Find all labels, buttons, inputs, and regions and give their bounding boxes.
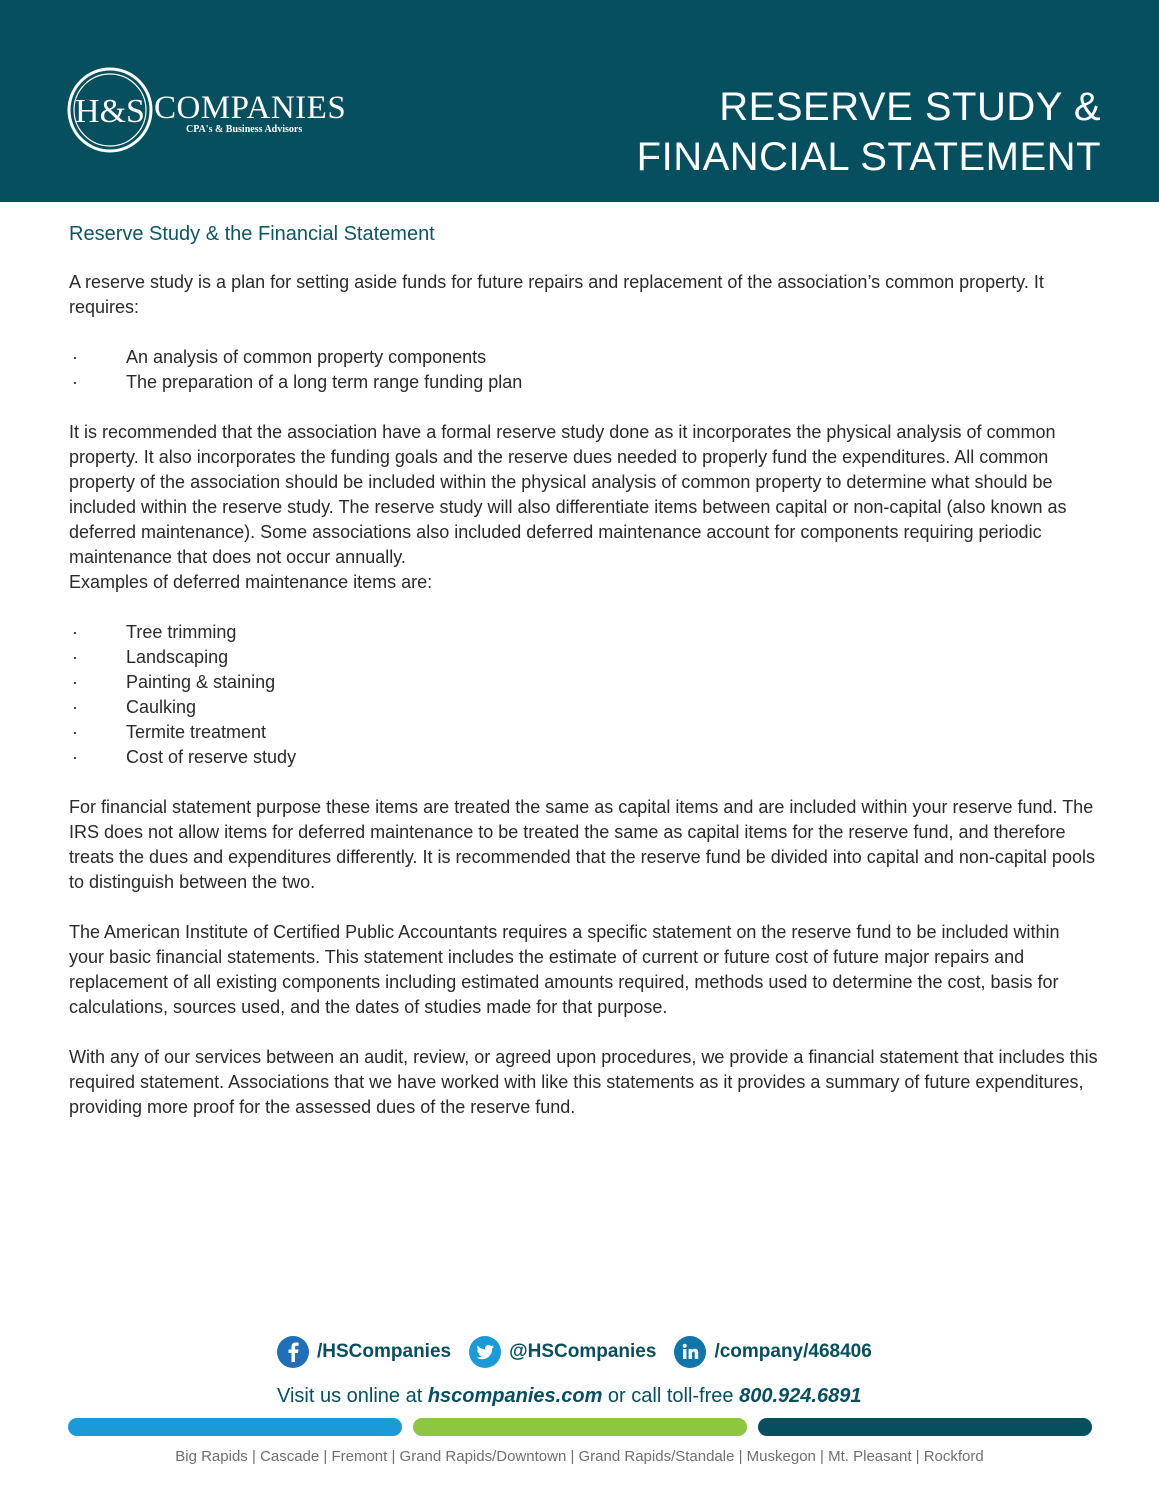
list-item: · Termite treatment [69, 720, 1099, 745]
bullet-icon: · [72, 372, 78, 392]
bullet-icon: · [72, 672, 78, 692]
list-item: · An analysis of common property components [69, 345, 1099, 370]
company-logo [66, 66, 366, 158]
visit-middle: or call toll-free [607, 1385, 734, 1407]
list-item: · Cost of reserve study [69, 745, 1099, 770]
services-paragraph: With any of our services between an audit, review, or agreed upon procedures, we provide a financial statement that includes this required statement. Associations that we have worked with like this statements as it provides a summary of future expenditures, providing more proof for the assessed dues of the reserve fund. [69, 1047, 1098, 1117]
logo-monogram: H&S [75, 93, 145, 130]
twitter-link[interactable] [469, 1336, 656, 1368]
twitter-icon [469, 1336, 501, 1368]
website-link[interactable]: hscompanies.com [427, 1385, 603, 1407]
linkedin-link[interactable] [674, 1336, 871, 1368]
examples-list [69, 620, 1099, 770]
examples-intro: Examples of deferred maintenance items are: [69, 572, 433, 592]
list-item: · Landscaping [69, 645, 1099, 670]
bullet-icon: · [72, 622, 78, 642]
twitter-handle: @HSCompanies [509, 1341, 657, 1362]
phone-number[interactable]: 800.924.6891 [739, 1385, 862, 1407]
bullet-icon: · [72, 747, 78, 767]
dark-bar [758, 1418, 1092, 1436]
bullet-icon: · [72, 347, 78, 367]
list-item: · Painting & staining [69, 670, 1099, 695]
contact-line [277, 1382, 861, 1410]
linkedin-handle: /company/468406 [714, 1341, 872, 1362]
logo-tagline: CPA's & Business Advisors [186, 124, 303, 135]
social-links [277, 1334, 890, 1370]
office-locations: Big Rapids | Cascade | Fremont | Grand Rapids/Downtown | Grand Rapids/Standale | Muskegon | Mt. Pleasant | Rockford [175, 1448, 984, 1465]
list-item: · Caulking [69, 695, 1099, 720]
green-bar [413, 1418, 747, 1436]
financial-statement-paragraph: For financial statement purpose these items are treated the same as capital items and are included within your reserve fund. The IRS does not allow items for deferred maintenance to be treated the same as capital items for the reserve fund, and therefore treats the dues and expenditures differently. It is recommended that the reserve fund be divided into capital and non-capital pools to distinguish between the two. [69, 797, 1095, 892]
visit-prefix: Visit us online at [277, 1385, 423, 1407]
facebook-handle: /HSCompanies [317, 1341, 452, 1362]
aicpa-paragraph: The American Institute of Certified Public Accountants requires a specific statement on the reserve fund to be included within your basic financial statements. This statement includes the estimate of current or future cost of future major repairs and replacement of all existing components including estimated amounts required, methods used to determine the cost, basis for calculations, sources used, and the dates of studies made for that purpose. [69, 922, 1060, 1017]
linkedin-icon [674, 1336, 706, 1368]
bullet-icon: · [72, 697, 78, 717]
facebook-link[interactable] [277, 1336, 451, 1368]
section-heading: Reserve Study & the Financial Statement [69, 223, 435, 245]
list-item: · Tree trimming [69, 620, 1099, 645]
document-title [637, 82, 1101, 182]
intro-paragraph: A reserve study is a plan for setting aside funds for future repairs and replacement of the association’s common property. It requires: [69, 272, 1044, 317]
bullet-icon: · [72, 722, 78, 742]
facebook-icon [277, 1336, 309, 1368]
bullet-icon: · [72, 647, 78, 667]
recommendation-paragraph: It is recommended that the association have a formal reserve study done as it incorporates the physical analysis of common property. It also incorporates the funding goals and the reserve dues needed to properly fund the expenditures. All common property of the association should be included within the physical analysis of common property to determine what should be included within the reserve study. The reserve study will also differentiate items between capital or non-capital (also known as deferred maintenance). Some associations also included deferred maintenance account for components requiring periodic maintenance that does not occur annually. [69, 422, 1067, 567]
document-title-line-2: FINANCIAL STATEMENT [636, 135, 1101, 179]
blue-bar [68, 1418, 402, 1436]
color-bars [68, 1418, 1092, 1436]
document-title-line-1: RESERVE STUDY & [719, 85, 1101, 129]
main-content [69, 220, 1099, 1120]
logo-name: COMPANIES [154, 90, 347, 126]
list-item: · The preparation of a long term range funding plan [69, 370, 1099, 395]
page-header [0, 0, 1159, 202]
requirements-list [69, 345, 1099, 395]
